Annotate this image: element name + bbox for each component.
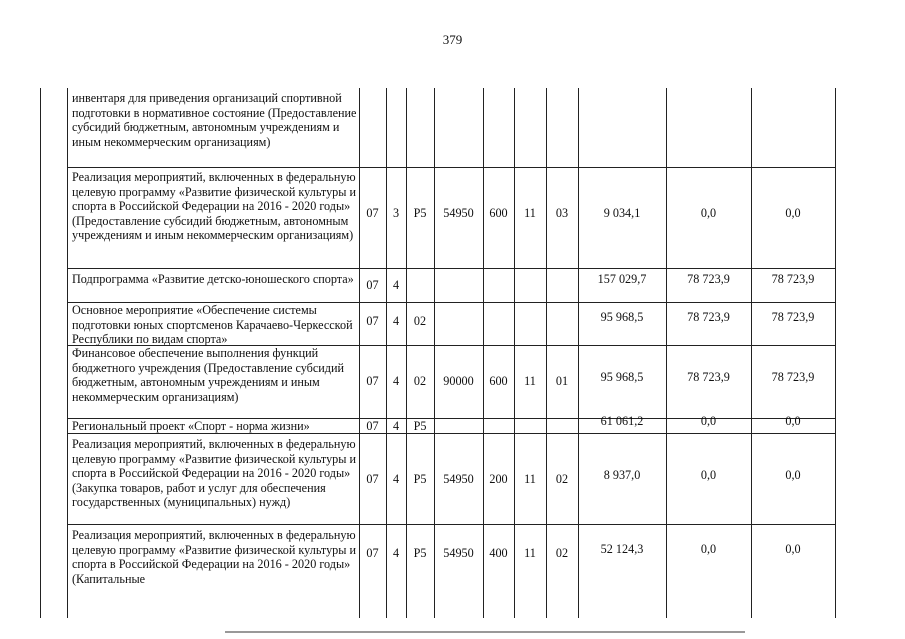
code-subprogram: 4 [392, 419, 400, 433]
code-section: 07 [366, 546, 379, 560]
code-direction: 54950 [443, 206, 474, 220]
code-subsection: 02 [555, 472, 569, 486]
code-section: 07 [366, 374, 379, 388]
amount-year1: 61 061,2 [600, 414, 644, 428]
row-divider [67, 268, 836, 269]
amount-year3: 0,0 [785, 414, 801, 428]
code-activity: P5 [413, 206, 427, 220]
code-expense-type: 200 [489, 472, 508, 486]
code-section: 07 [366, 206, 379, 220]
code-chapter: 11 [524, 374, 536, 388]
code-chapter: 11 [524, 546, 536, 560]
row-description: Подпрограмма «Развитие детско-юношеского спорта» [72, 272, 354, 286]
row-description: Основное мероприятие «Обеспечение системы подготовки юных спортсменов Карачаево-Черкесской Республики по видам спорта» [72, 303, 353, 346]
amount-year2: 78 723,9 [687, 272, 730, 286]
code-subprogram: 4 [392, 374, 400, 388]
code-direction: 90000 [443, 374, 474, 388]
amount-year3: 78 723,9 [771, 310, 815, 324]
row-divider [67, 524, 836, 525]
code-chapter: 11 [524, 472, 536, 486]
code-activity: 02 [413, 374, 427, 388]
code-section: 07 [366, 419, 379, 433]
code-subsection: 03 [555, 206, 569, 220]
code-expense-type: 600 [489, 206, 508, 220]
code-section: 07 [366, 278, 379, 292]
row-description: Реализация мероприятий, включенных в федеральную целевую программу «Развитие физической культуры и спорта в Российской Федерации на 2016 - 2020 годы» (Предоставление субсидий бюджетным, автономным учреждениям и иным некоммерческим организациям) [72, 170, 357, 242]
row-description: инвентаря для приведения организаций спортивной подготовки в нормативное состояние (Предоставление субсидий бюджетным, автономным учреждениям и иным некоммерческим организациям) [72, 91, 357, 149]
amount-year2: 0,0 [700, 468, 717, 482]
code-activity: P5 [413, 472, 427, 486]
code-expense-type: 400 [489, 546, 508, 560]
amount-year3: 0,0 [785, 468, 801, 482]
code-subprogram: 3 [392, 206, 400, 220]
code-direction: 54950 [443, 546, 474, 560]
amount-year2: 0,0 [700, 414, 717, 428]
code-activity: P5 [413, 546, 427, 560]
amount-year1: 52 124,3 [600, 542, 644, 556]
amount-year1: 95 968,5 [600, 310, 644, 324]
amount-year1: 8 937,0 [603, 468, 641, 482]
row-description: Финансовое обеспечение выполнения функций бюджетного учреждения (Предоставление субсидий бюджетным, автономным учреждениям и иным некоммерческим организациям) [72, 346, 345, 404]
page-number: 379 [442, 32, 463, 47]
amount-year2: 0,0 [700, 542, 717, 556]
code-subsection: 02 [555, 546, 569, 560]
code-chapter: 11 [524, 206, 536, 220]
amount-year3: 0,0 [785, 206, 801, 220]
amount-year3: 0,0 [785, 542, 801, 556]
amount-year2: 78 723,9 [687, 310, 730, 324]
amount-year2: 0,0 [700, 206, 717, 220]
table-border-left [40, 88, 41, 618]
code-section: 07 [366, 314, 379, 328]
code-direction: 54950 [443, 472, 474, 486]
code-subprogram: 4 [392, 314, 400, 328]
amount-year3: 78 723,9 [771, 272, 815, 286]
code-subsection: 01 [555, 374, 569, 388]
code-expense-type: 600 [489, 374, 508, 388]
amount-year1: 95 968,5 [600, 370, 644, 384]
amount-year1: 9 034,1 [603, 206, 641, 220]
amount-year3: 78 723,9 [771, 370, 815, 384]
amount-year1: 157 029,7 [597, 272, 647, 286]
row-description: Реализация мероприятий, включенных в федеральную целевую программу «Развитие физической культуры и спорта в Российской Федерации на 2016 - 2020 годы» (Закупка товаров, работ и услуг для обеспечения государственных (муниципальных) нужд) [72, 437, 357, 509]
code-subprogram: 4 [392, 546, 400, 560]
row-divider [67, 167, 836, 168]
code-subprogram: 4 [392, 472, 400, 486]
row-description: Реализация мероприятий, включенных в федеральную целевую программу «Развитие физической культуры и спорта в Российской Федерации на 2016 - 2020 годы» (Капитальные [72, 528, 357, 586]
code-activity: P5 [413, 419, 427, 433]
scan-bottom-edge [225, 631, 745, 633]
row-description: Региональный проект «Спорт - норма жизни» [72, 419, 310, 433]
code-activity: 02 [413, 314, 427, 328]
code-section: 07 [366, 472, 379, 486]
code-subprogram: 4 [392, 278, 400, 292]
amount-year2: 78 723,9 [687, 370, 730, 384]
